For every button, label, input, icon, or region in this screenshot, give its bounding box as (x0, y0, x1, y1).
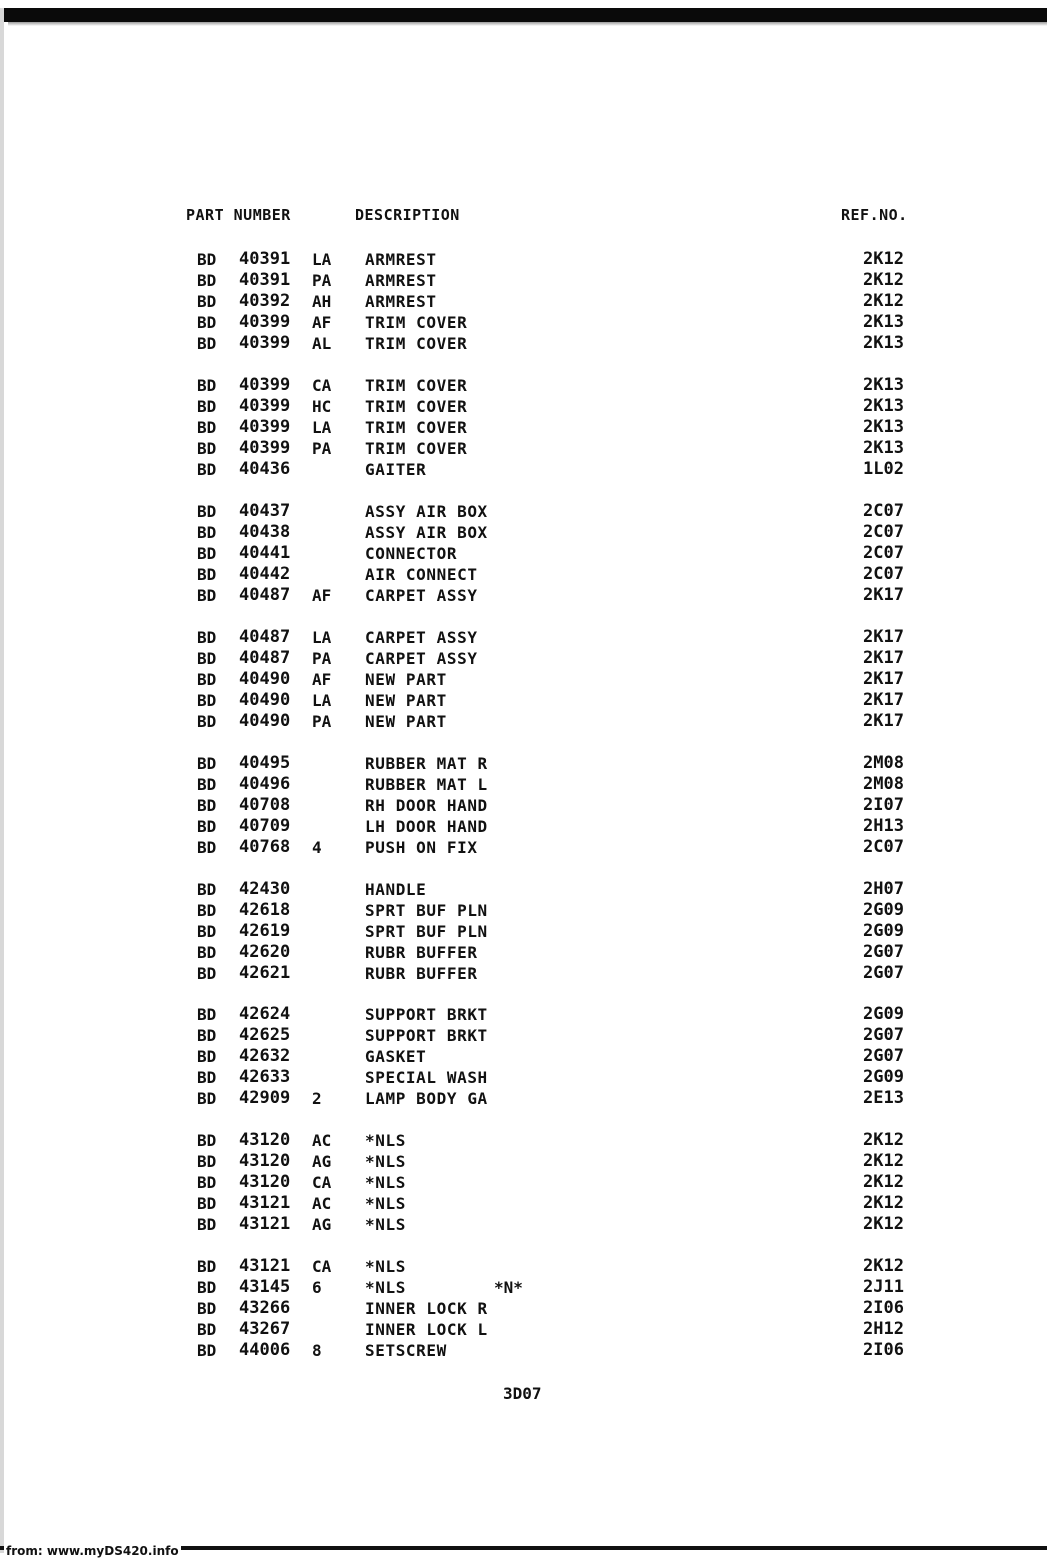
row-ref: 2G07 (863, 1046, 904, 1066)
row-ref: 2K12 (863, 1151, 904, 1171)
row-description: NEW PART (365, 691, 447, 710)
table-row (0, 669, 1047, 690)
row-description: *NLS (365, 1131, 406, 1150)
row-suffix: 4 (312, 838, 322, 857)
row-suffix: AF (312, 670, 332, 689)
header-part-number: PART NUMBER (186, 206, 291, 224)
table-row (0, 774, 1047, 795)
row-ref: 2K17 (863, 648, 904, 668)
row-ref: 1L02 (863, 459, 904, 479)
row-number: 40438 (239, 522, 291, 542)
row-number: 40487 (239, 627, 291, 647)
table-row (0, 375, 1047, 396)
row-suffix: 2 (312, 1089, 322, 1108)
row-prefix: BD (197, 1278, 217, 1297)
row-suffix: LA (312, 250, 332, 269)
table-row (0, 1067, 1047, 1088)
row-description: NEW PART (365, 712, 447, 731)
row-description: ARMREST (365, 250, 437, 269)
row-description: TRIM COVER (365, 418, 468, 437)
row-prefix: BD (197, 523, 217, 542)
row-ref: 2K17 (863, 585, 904, 605)
row-ref: 2C07 (863, 543, 904, 563)
row-ref: 2H13 (863, 816, 904, 836)
row-ref: 2K12 (863, 1172, 904, 1192)
row-number: 43145 (239, 1277, 291, 1297)
row-description: ARMREST (365, 271, 437, 290)
table-row (0, 438, 1047, 459)
row-number: 42621 (239, 963, 291, 983)
row-description: PUSH ON FIX (365, 838, 478, 857)
table-row (0, 459, 1047, 480)
header-ref-no: REF.NO. (841, 206, 908, 224)
top-border (0, 8, 1047, 22)
table-row (0, 564, 1047, 585)
top-shadow (8, 22, 1047, 26)
table-row (0, 1172, 1047, 1193)
row-number: 40708 (239, 795, 291, 815)
row-suffix: HC (312, 397, 332, 416)
row-description: LH DOOR HAND (365, 817, 488, 836)
row-ref: 2K13 (863, 312, 904, 332)
row-suffix: AG (312, 1215, 332, 1234)
row-ref: 2K13 (863, 438, 904, 458)
row-description: *NLS (365, 1194, 406, 1213)
row-description: *NLS (365, 1278, 406, 1297)
row-number: 40709 (239, 816, 291, 836)
row-number: 40490 (239, 669, 291, 689)
row-ref: 2C07 (863, 501, 904, 521)
row-number: 42632 (239, 1046, 291, 1066)
row-description: SPRT BUF PLN (365, 922, 488, 941)
row-description: *NLS (365, 1173, 406, 1192)
row-description: NEW PART (365, 670, 447, 689)
row-ref: 2C07 (863, 522, 904, 542)
table-row (0, 1151, 1047, 1172)
row-ref: 2C07 (863, 837, 904, 857)
row-suffix: PA (312, 271, 332, 290)
table-row (0, 1340, 1047, 1361)
row-ref: 2G09 (863, 1067, 904, 1087)
row-ref: 2K12 (863, 1193, 904, 1213)
row-suffix: CA (312, 1257, 332, 1276)
row-ref: 2K12 (863, 1130, 904, 1150)
row-description: *NLS (365, 1152, 406, 1171)
row-prefix: BD (197, 1005, 217, 1024)
row-prefix: BD (197, 775, 217, 794)
table-row (0, 1193, 1047, 1214)
row-number: 43121 (239, 1214, 291, 1234)
table-row (0, 1319, 1047, 1340)
row-prefix: BD (197, 460, 217, 479)
table-row (0, 522, 1047, 543)
row-prefix: BD (197, 544, 217, 563)
row-number: 40392 (239, 291, 291, 311)
row-number: 40442 (239, 564, 291, 584)
row-number: 43120 (239, 1130, 291, 1150)
row-description: RUBBER MAT L (365, 775, 488, 794)
row-suffix: LA (312, 628, 332, 647)
row-prefix: BD (197, 712, 217, 731)
row-suffix: AF (312, 313, 332, 332)
row-prefix: BD (197, 1299, 217, 1318)
table-row (0, 690, 1047, 711)
row-ref: 2I06 (863, 1340, 904, 1360)
row-suffix: PA (312, 439, 332, 458)
row-number: 40768 (239, 837, 291, 857)
row-description: TRIM COVER (365, 313, 468, 332)
row-description: AIR CONNECT (365, 565, 478, 584)
row-description: SPRT BUF PLN (365, 901, 488, 920)
row-ref: 2M08 (863, 753, 904, 773)
row-ref: 2K17 (863, 627, 904, 647)
row-description: ASSY AIR BOX (365, 523, 488, 542)
row-description: INNER LOCK R (365, 1299, 488, 1318)
row-prefix: BD (197, 901, 217, 920)
table-row (0, 312, 1047, 333)
table-row (0, 1214, 1047, 1235)
row-number: 42619 (239, 921, 291, 941)
row-prefix: BD (197, 880, 217, 899)
row-prefix: BD (197, 1341, 217, 1360)
row-ref: 2K13 (863, 417, 904, 437)
row-number: 40436 (239, 459, 291, 479)
row-suffix: PA (312, 712, 332, 731)
table-row (0, 501, 1047, 522)
table-row (0, 837, 1047, 858)
row-prefix: BD (197, 964, 217, 983)
row-prefix: BD (197, 334, 217, 353)
row-number: 43121 (239, 1256, 291, 1276)
row-suffix: 6 (312, 1278, 322, 1297)
row-number: 42909 (239, 1088, 291, 1108)
row-ref: 2G09 (863, 900, 904, 920)
row-description: RUBBER MAT R (365, 754, 488, 773)
row-description: CARPET ASSY (365, 628, 478, 647)
table-row (0, 270, 1047, 291)
row-prefix: BD (197, 1131, 217, 1150)
table-row (0, 333, 1047, 354)
row-prefix: BD (197, 628, 217, 647)
row-number: 40496 (239, 774, 291, 794)
row-prefix: BD (197, 313, 217, 332)
row-prefix: BD (197, 838, 217, 857)
row-ref: 2K13 (863, 375, 904, 395)
row-number: 40490 (239, 711, 291, 731)
row-number: 40495 (239, 753, 291, 773)
row-description: RUBR BUFFER (365, 964, 478, 983)
row-number: 43120 (239, 1172, 291, 1192)
table-row (0, 1004, 1047, 1025)
row-ref: 2K13 (863, 333, 904, 353)
row-description: *NLS (365, 1215, 406, 1234)
row-prefix: BD (197, 817, 217, 836)
row-number: 44006 (239, 1340, 291, 1360)
row-ref: 2K12 (863, 249, 904, 269)
row-suffix: CA (312, 1173, 332, 1192)
table-row (0, 753, 1047, 774)
row-ref: 2K12 (863, 291, 904, 311)
row-suffix: AF (312, 586, 332, 605)
row-number: 40399 (239, 333, 291, 353)
row-number: 40437 (239, 501, 291, 521)
row-prefix: BD (197, 754, 217, 773)
row-ref: 2K17 (863, 711, 904, 731)
row-ref: 2G07 (863, 942, 904, 962)
row-ref: 2H07 (863, 879, 904, 899)
row-suffix: 8 (312, 1341, 322, 1360)
row-description: SETSCREW (365, 1341, 447, 1360)
row-number: 43266 (239, 1298, 291, 1318)
row-description: SUPPORT BRKT (365, 1005, 488, 1024)
row-number: 42624 (239, 1004, 291, 1024)
table-row (0, 921, 1047, 942)
row-number: 40399 (239, 312, 291, 332)
table-row (0, 900, 1047, 921)
row-ref: 2K17 (863, 690, 904, 710)
row-prefix: BD (197, 1215, 217, 1234)
table-row (0, 1130, 1047, 1151)
table-row (0, 585, 1047, 606)
row-suffix: LA (312, 691, 332, 710)
table-row (0, 396, 1047, 417)
row-number: 40399 (239, 438, 291, 458)
table-row (0, 417, 1047, 438)
table-row (0, 795, 1047, 816)
row-ref: 2G09 (863, 1004, 904, 1024)
row-number: 40391 (239, 249, 291, 269)
row-prefix: BD (197, 502, 217, 521)
row-number: 42430 (239, 879, 291, 899)
row-number: 40441 (239, 543, 291, 563)
row-prefix: BD (197, 1152, 217, 1171)
row-prefix: BD (197, 376, 217, 395)
row-prefix: BD (197, 250, 217, 269)
table-row (0, 1298, 1047, 1319)
table-row (0, 249, 1047, 270)
table-row (0, 1277, 1047, 1298)
table-row (0, 1256, 1047, 1277)
row-description: LAMP BODY GA (365, 1089, 488, 1108)
row-prefix: BD (197, 1257, 217, 1276)
row-ref: 2K17 (863, 669, 904, 689)
table-row (0, 963, 1047, 984)
row-prefix: BD (197, 586, 217, 605)
row-description: SPECIAL WASH (365, 1068, 488, 1087)
row-description: TRIM COVER (365, 397, 468, 416)
row-description: TRIM COVER (365, 334, 468, 353)
row-ref: 2K13 (863, 396, 904, 416)
table-row (0, 1046, 1047, 1067)
row-number: 43267 (239, 1319, 291, 1339)
row-description: CONNECTOR (365, 544, 458, 563)
row-prefix: BD (197, 292, 217, 311)
row-number: 42625 (239, 1025, 291, 1045)
table-row (0, 816, 1047, 837)
row-suffix: LA (312, 418, 332, 437)
row-ref: 2K12 (863, 270, 904, 290)
row-ref: 2M08 (863, 774, 904, 794)
row-description: GASKET (365, 1047, 427, 1066)
row-description: RH DOOR HAND (365, 796, 488, 815)
row-description: RUBR BUFFER (365, 943, 478, 962)
row-number: 40391 (239, 270, 291, 290)
header-description: DESCRIPTION (355, 206, 460, 224)
row-prefix: BD (197, 922, 217, 941)
row-prefix: BD (197, 565, 217, 584)
table-row (0, 1025, 1047, 1046)
row-note: *N* (494, 1278, 523, 1297)
row-ref: 2H12 (863, 1319, 904, 1339)
row-description: TRIM COVER (365, 376, 468, 395)
row-number: 40490 (239, 690, 291, 710)
row-suffix: AC (312, 1194, 332, 1213)
row-suffix: PA (312, 649, 332, 668)
table-row (0, 1088, 1047, 1109)
row-ref: 2G07 (863, 1025, 904, 1045)
row-prefix: BD (197, 439, 217, 458)
row-prefix: BD (197, 670, 217, 689)
row-description: GAITER (365, 460, 427, 479)
row-prefix: BD (197, 1026, 217, 1045)
row-description: ARMREST (365, 292, 437, 311)
row-number: 40399 (239, 417, 291, 437)
page-code: 3D07 (503, 1384, 542, 1403)
table-row (0, 942, 1047, 963)
row-description: ASSY AIR BOX (365, 502, 488, 521)
row-prefix: BD (197, 397, 217, 416)
row-ref: 2G07 (863, 963, 904, 983)
row-ref: 2K12 (863, 1214, 904, 1234)
row-suffix: AG (312, 1152, 332, 1171)
row-description: CARPET ASSY (365, 586, 478, 605)
row-suffix: AH (312, 292, 332, 311)
row-ref: 2G09 (863, 921, 904, 941)
table-row (0, 648, 1047, 669)
row-ref: 2E13 (863, 1088, 904, 1108)
row-prefix: BD (197, 1173, 217, 1192)
row-prefix: BD (197, 1047, 217, 1066)
row-number: 40399 (239, 375, 291, 395)
row-prefix: BD (197, 691, 217, 710)
row-suffix: AC (312, 1131, 332, 1150)
row-number: 40399 (239, 396, 291, 416)
row-prefix: BD (197, 796, 217, 815)
row-ref: 2K12 (863, 1256, 904, 1276)
source-watermark: from: www.myDS420.info (6, 1544, 179, 1558)
row-prefix: BD (197, 271, 217, 290)
row-prefix: BD (197, 418, 217, 437)
row-number: 43121 (239, 1193, 291, 1213)
row-description: TRIM COVER (365, 439, 468, 458)
row-suffix: AL (312, 334, 332, 353)
table-row (0, 879, 1047, 900)
row-prefix: BD (197, 1320, 217, 1339)
row-description: *NLS (365, 1257, 406, 1276)
row-prefix: BD (197, 1194, 217, 1213)
row-number: 42618 (239, 900, 291, 920)
table-row (0, 543, 1047, 564)
row-description: CARPET ASSY (365, 649, 478, 668)
row-prefix: BD (197, 1068, 217, 1087)
row-suffix: CA (312, 376, 332, 395)
row-prefix: BD (197, 649, 217, 668)
table-row (0, 711, 1047, 732)
row-description: INNER LOCK L (365, 1320, 488, 1339)
row-prefix: BD (197, 943, 217, 962)
row-number: 42620 (239, 942, 291, 962)
row-number: 40487 (239, 648, 291, 668)
row-number: 40487 (239, 585, 291, 605)
table-row (0, 627, 1047, 648)
row-ref: 2J11 (863, 1277, 904, 1297)
row-description: HANDLE (365, 880, 427, 899)
row-ref: 2I06 (863, 1298, 904, 1318)
row-prefix: BD (197, 1089, 217, 1108)
row-number: 42633 (239, 1067, 291, 1087)
table-row (0, 291, 1047, 312)
row-number: 43120 (239, 1151, 291, 1171)
row-description: SUPPORT BRKT (365, 1026, 488, 1045)
row-ref: 2I07 (863, 795, 904, 815)
row-ref: 2C07 (863, 564, 904, 584)
